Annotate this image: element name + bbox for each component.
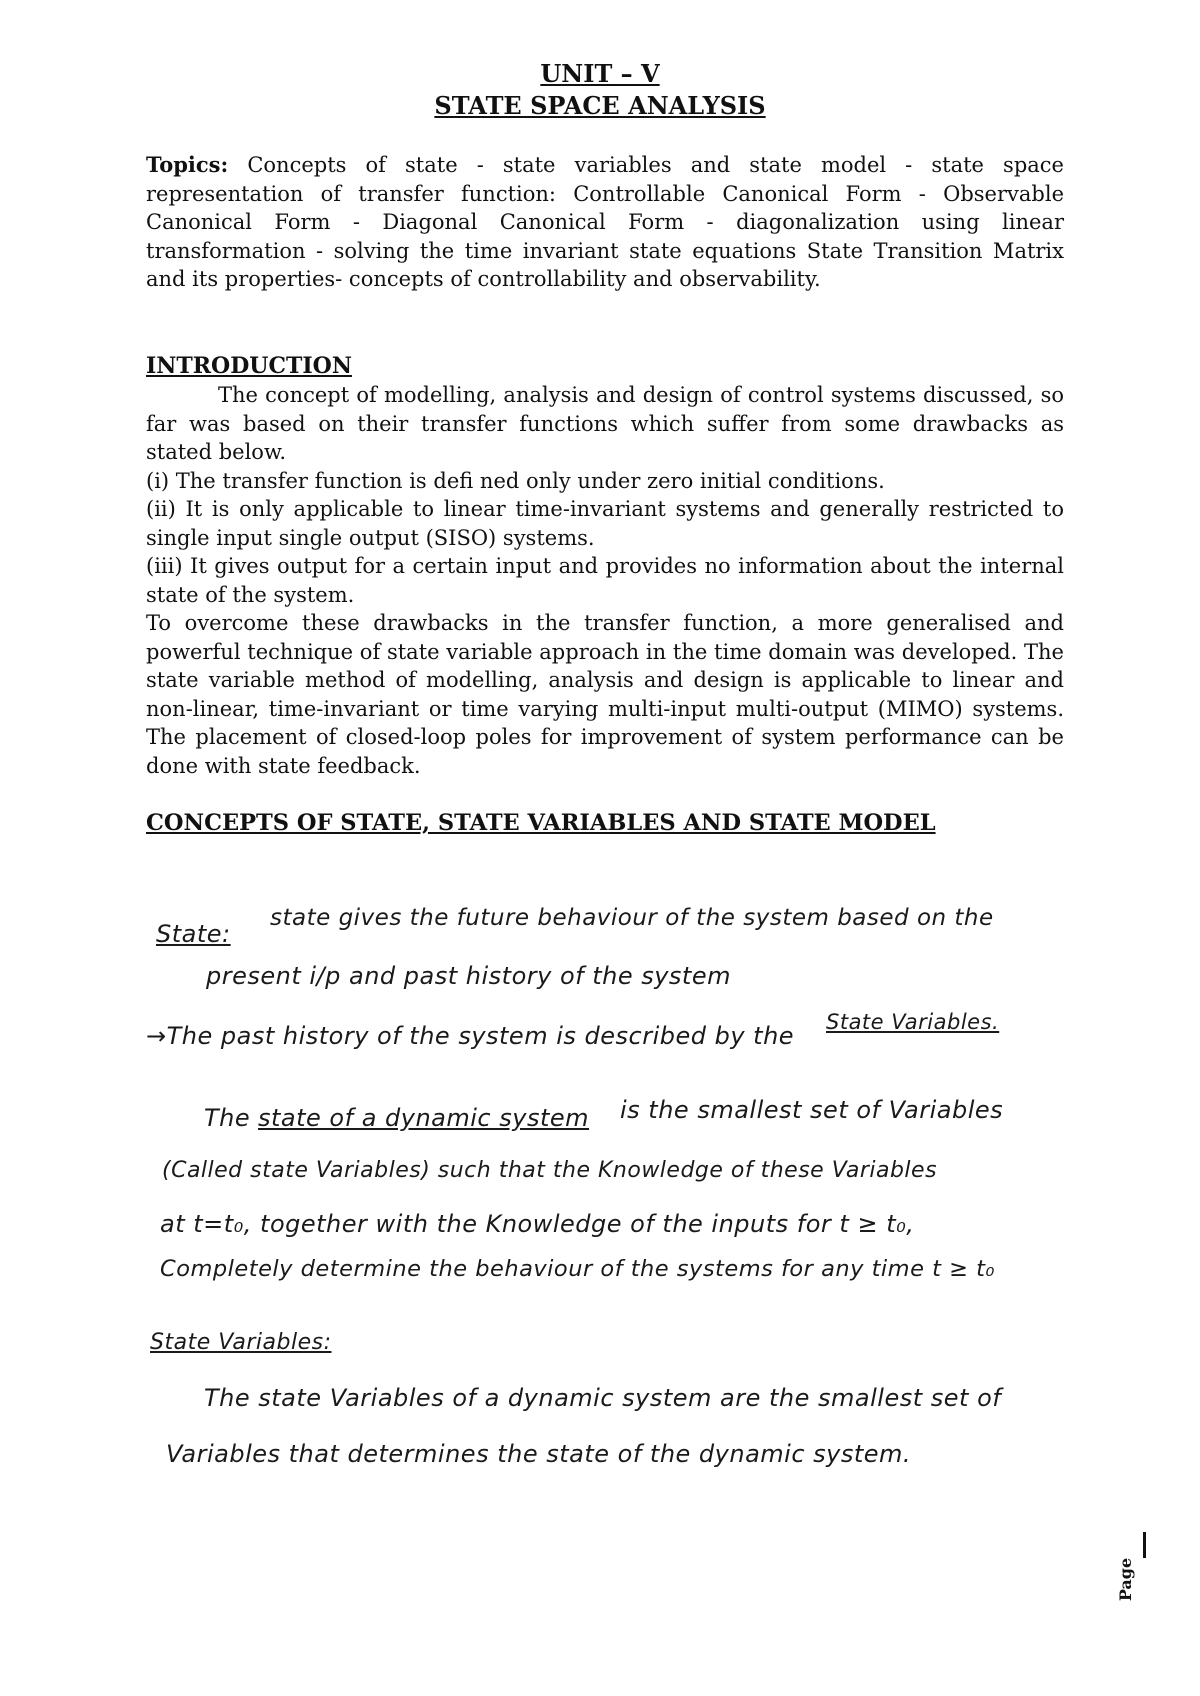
hw-line-3b: State Variables. xyxy=(826,1010,1000,1034)
hw-line-4c: is the smallest set of Variables xyxy=(620,1096,1004,1124)
introduction-body xyxy=(146,381,1064,780)
intro-item-3: (iii) It gives output for a certain input and provides no information about the internal state of the system. xyxy=(146,554,1064,607)
page-label xyxy=(1116,1540,1154,1620)
page-label-text: Page xyxy=(1116,1557,1136,1602)
intro-paragraph-1: The concept of modelling, analysis and design of control systems discussed, so far was based on their transfer functions which suffer from some drawbacks as stated below. xyxy=(146,383,1064,464)
hw-line-9: Variables that determines the state of the dynamic system. xyxy=(166,1440,912,1468)
hw-line-7: Completely determine the behaviour of the systems for any time t ≥ t₀ xyxy=(160,1256,995,1282)
hw-line-4a: The xyxy=(204,1104,251,1132)
unit-title: UNIT – V xyxy=(540,59,660,88)
hw-line-1: state gives the future behaviour of the system based on the xyxy=(270,905,994,931)
topics-label: Topics: xyxy=(146,152,229,177)
topics-text: Concepts of state - state variables and state model - state space representation of transfer function: Controllable Canonical Form - Observable Canonical Form - Diagonal Canonical Form - diagonalization using linear transformation - solving the time invariant state equations State Transition Matrix and its properties- concepts of controllability and observability. xyxy=(146,153,1064,291)
hw-line-8: The state Variables of a dynamic system are the smallest set of xyxy=(204,1384,1002,1412)
hw-line-3a: →The past history of the system is described by the xyxy=(146,1022,795,1050)
intro-item-1: (i) The transfer function is defi ned only under zero initial conditions. xyxy=(146,468,885,493)
hw-line-2: present i/p and past history of the system xyxy=(206,962,731,990)
introduction-heading: INTRODUCTION xyxy=(146,353,352,379)
hw-line-6: at t=t₀, together with the Knowledge of the inputs for t ≥ t₀, xyxy=(160,1210,915,1238)
concepts-heading: CONCEPTS OF STATE, STATE VARIABLES AND STATE MODEL xyxy=(146,810,936,836)
topics-paragraph xyxy=(146,151,1064,294)
intro-item-2: (ii) It is only applicable to linear time-invariant systems and generally restricted to single input single output (SISO) systems. xyxy=(146,497,1064,550)
hw-line-5: (Called state Variables) such that the Knowledge of these Variables xyxy=(162,1158,938,1183)
main-title: STATE SPACE ANALYSIS xyxy=(434,91,766,120)
hw-state-variables-label: State Variables: xyxy=(150,1330,332,1355)
intro-paragraph-2: To overcome these drawbacks in the transfer function, a more generalised and powerful technique of state variable approach in the time domain was developed. The state variable method of modelling, analysis and design is applicable to linear and non-linear, time-invariant or time varying multi-input multi-output (MIMO) systems. The placement of closed-loop poles for improvement of system performance can be done with state feedback. xyxy=(146,611,1064,778)
hw-state-label: State: xyxy=(156,920,231,948)
hw-line-4b: state of a dynamic system xyxy=(258,1104,590,1132)
heading-block xyxy=(0,58,1200,122)
